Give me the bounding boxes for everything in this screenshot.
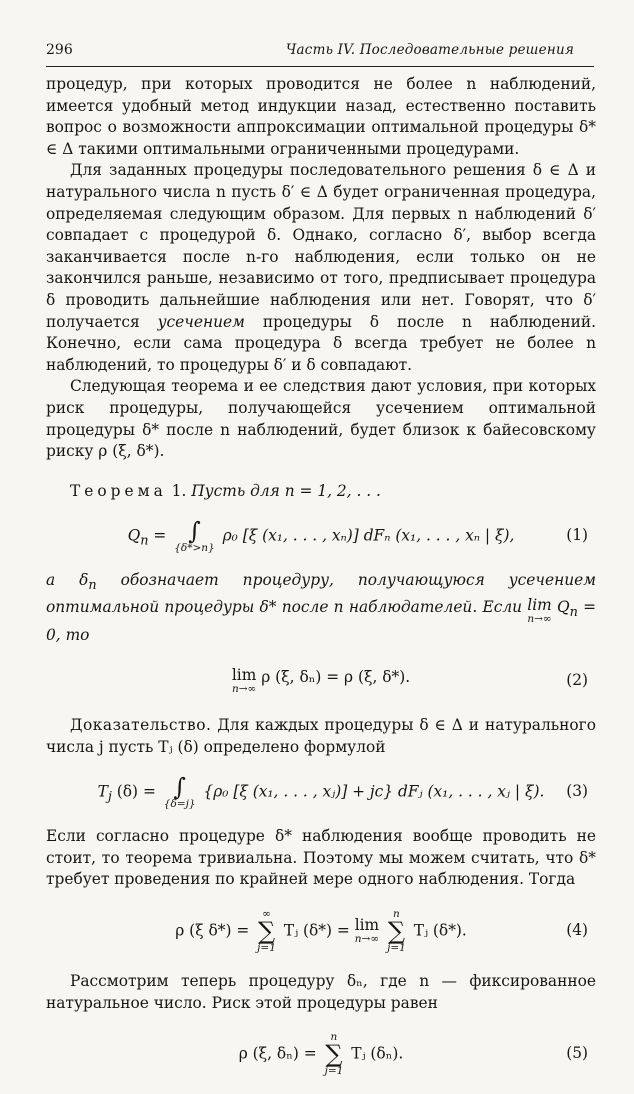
- eq4-sum2-sub: j=1: [387, 942, 406, 954]
- eq5-tail: Tⱼ (δₙ).: [351, 1044, 404, 1063]
- equation-4: [46, 901, 596, 961]
- integral-symbol: [163, 772, 196, 810]
- sum-glyph: ∑: [257, 917, 276, 945]
- page-number: 296: [46, 42, 73, 58]
- running-title: Часть IV. Последовательные решения: [285, 42, 574, 58]
- paragraph-2-text: Для заданных процедуры последовательного решения δ ∈ Δ и натурального числа n пусть δ′ ∈ Δ будет ограниченная процедура, определяемая следующим образом. Для первых n наблюдений δ′ совпадает с процедурой δ. Однако, согласно δ′, выбор всегда заканчивается после n-го наблюдения, если только он не закончился раньше, независимо от того, предписывает процедура δ проводить дальнейшие наблюдения или нет. Говорят, что δ′ получается: [46, 161, 596, 331]
- eq1-lhs-sub: n: [140, 533, 149, 549]
- equation-5: [46, 1024, 596, 1084]
- eq4-sum2-sup: n: [393, 907, 400, 920]
- integral-glyph: ∫: [173, 772, 186, 801]
- theorem-conclusion-c: Q: [551, 597, 570, 616]
- integral-glyph: ∫: [188, 517, 201, 546]
- sum-symbol: [257, 909, 276, 954]
- eq4-sum1-sub: j=1: [257, 942, 276, 954]
- eq2-body: ρ (ξ, δₙ) = ρ (ξ, δ*).: [261, 667, 411, 686]
- equation-4-formula: [175, 909, 467, 954]
- eq4-mid: Tⱼ (δ*) =: [283, 921, 350, 939]
- eq4-limit-word: lim: [354, 915, 380, 934]
- equation-1-number: (1): [566, 526, 588, 545]
- equation-2-formula: [232, 667, 410, 695]
- proof-intro: [46, 715, 596, 758]
- eq5-sum-sub: j=1: [324, 1065, 344, 1078]
- equation-5-number: (5): [566, 1044, 588, 1063]
- sum-symbol: [387, 909, 406, 954]
- paragraph-2: [46, 160, 596, 376]
- eq5-lhs: ρ (ξ, δₙ) =: [238, 1044, 317, 1063]
- eq4-limit: [355, 917, 379, 945]
- eq3-lhs-sub: j: [107, 789, 112, 805]
- eq3-integral-domain: {δ=j}: [163, 797, 196, 810]
- sum-glyph: ∑: [387, 917, 405, 945]
- inline-limit-sub: n→∞: [527, 612, 552, 625]
- eq4-limit-sub: n→∞: [354, 932, 380, 945]
- equation-3-formula: [97, 772, 545, 810]
- equation-1-formula: $Q_n$ = ∫ {δ*>n} ρ₀ [ξ (x₁, . . . , xₙ)] dFₙ (x₁, . . . , xₙ | ξ),: [127, 517, 515, 555]
- proof-paragraph-2: Если согласно процедуре δ* наблюдения вообще проводить не стоит, то теорема тривиальна. Поэтому мы можем считать, что δ* требует проведения по крайней мере одного наблюдения. Тогда: [46, 827, 596, 889]
- paragraph-3: Следующая теорема и ее следствия дают условия, при которых риск процедуры, получающейся усечением оптимальной процедуры δ* после n наблюдений, будет близок к байесовскому риску ρ (ξ, δ*).: [46, 377, 596, 461]
- theorem-number: 1.: [171, 481, 187, 500]
- paragraph-2-tail: процедуры δ после n наблюдений. Конечно, если сама процедура δ всегда требует не более n наблюдений, то процедуры δ′ и δ совпадают.: [46, 312, 596, 374]
- page-body: [46, 74, 596, 1094]
- integral-symbol: [174, 519, 215, 554]
- sum-symbol: [325, 1032, 344, 1077]
- equation-3: [46, 768, 596, 816]
- eq4-tail: Tⱼ (δ*).: [413, 921, 467, 939]
- eq2-limit: [232, 667, 256, 695]
- theorem-conclusion-d: = 0, то: [46, 597, 596, 645]
- eq3-lhs-arg: (δ) =: [111, 782, 156, 801]
- paragraph-1: процедур, при которых проводится не более n наблюдений, имеется удобный метод индукции назад, естественно поставить вопрос о возможности аппроксимации оптимальной процедуры δ* ∈ Δ такими оптимальными ограниченными процедурами.: [46, 75, 596, 158]
- proof-paragraph-3: Рассмотрим теперь процедуру δₙ, где n — фиксированное натуральное число. Риск этой процедуры равен: [46, 972, 596, 1012]
- theorem-statement: [46, 481, 596, 503]
- inline-limit-word: lim: [527, 595, 552, 614]
- theorem-condition: Пусть для n = 1, 2, . . .: [191, 481, 381, 500]
- equation-2: [46, 657, 596, 705]
- theorem-conclusion-c-sub: n: [569, 605, 578, 621]
- equation-4-number: (4): [566, 921, 588, 940]
- equation-3-number: (3): [566, 782, 588, 801]
- equation-1: [46, 512, 596, 560]
- eq5-sum-sup: n: [330, 1030, 338, 1043]
- eq4-sum1-sup: ∞: [262, 907, 271, 920]
- eq2-limit-word: lim: [231, 665, 257, 684]
- eq1-integral-domain: {δ*>n}: [174, 542, 215, 555]
- eq1-body: ρ₀ [ξ (x₁, . . . , xₙ)] dFₙ (x₁, . . . , xₙ | ξ),: [222, 526, 515, 545]
- page-header: [46, 40, 594, 67]
- eq4-lhs: ρ (ξ δ*) =: [175, 921, 250, 939]
- inline-limit: [527, 597, 551, 625]
- theorem-conclusion-sub: n: [88, 578, 97, 594]
- theorem-conclusion-a: a δ: [46, 571, 89, 590]
- sum-glyph: ∑: [325, 1040, 343, 1069]
- equation-2-number: (2): [566, 671, 588, 690]
- theorem-conclusion-b: обозначает процедуру, получающуюся усечением оптимальной процедуры δ* после n наблюдателей. Если: [46, 571, 596, 616]
- eq3-lhs: T: [97, 782, 108, 801]
- eq3-body: {ρ₀ [ξ (x₁, . . . , xⱼ)] + jc} dFⱼ (x₁, . . . , xⱼ | ξ).: [203, 782, 545, 801]
- eq1-lhs: Q: [127, 526, 141, 545]
- proof-intro-text: Для каждых процедуры δ ∈ Δ и натурального числа j пусть Tⱼ (δ) определено формулой: [46, 716, 596, 756]
- theorem-conclusion: [46, 570, 596, 647]
- equation-5-formula: [239, 1032, 404, 1077]
- theorem-label: Теорема: [70, 481, 167, 500]
- term-truncation: усечением: [157, 312, 245, 331]
- proof-label: Доказательство.: [70, 716, 212, 735]
- eq2-limit-sub: n→∞: [231, 682, 257, 695]
